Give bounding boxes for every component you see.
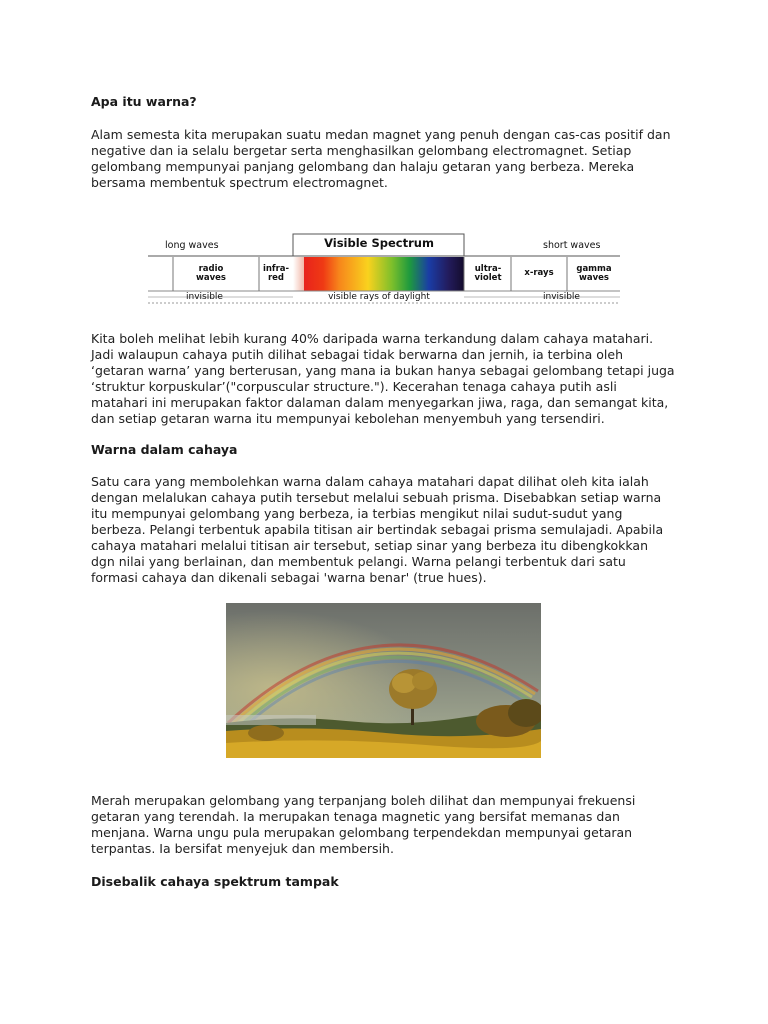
gamma-waves-label: [569, 265, 619, 283]
rainbow-photo: [226, 603, 541, 758]
rainbow-landscape-image: [226, 603, 541, 758]
text-line: berbeza. Pelangi terbentuk apabila titisan air bertindak sebagai prisma semulajadi. Apabila: [91, 522, 664, 537]
heading-disebalik-cahaya: Disebalik cahaya spektrum tampak: [91, 874, 339, 889]
text-line: matahari ini merupakan faktor dalaman dalam menyegarkan jiwa, raga, dan semangat kita,: [91, 395, 669, 410]
long-waves-label: long waves: [165, 240, 219, 251]
invisible-left-label: invisible: [186, 292, 223, 302]
ultraviolet-label: [466, 265, 510, 283]
text-line: ‘getaran warna’ yang berterusan, yang mana ia bukan hanya sebagai gelombang tetapi juga: [91, 363, 675, 378]
paragraph-prism: [91, 474, 681, 586]
visible-rays-label: visible rays of daylight: [328, 292, 430, 302]
text-line: Merah merupakan gelombang yang terpanjang boleh dilihat dan mempunyai frekuensi: [91, 793, 636, 808]
text-line: dan setiap getaran warna itu mempunyai kebolehan menyembuh yang tersendiri.: [91, 411, 605, 426]
text-line: Alam semesta kita merupakan suatu medan magnet yang penuh dengan cas-cas positif dan: [91, 127, 671, 142]
text-line: ‘struktur korpuskular’("corpuscular structure."). Kecerahan tenaga cahaya putih asli: [91, 379, 617, 394]
text-line: dengan melalukan cahaya putih tersebut melalui sebuah prisma. Disebabkan setiap warna: [91, 490, 662, 505]
paragraph-white-light: [91, 331, 681, 427]
text-line: Satu cara yang membolehkan warna dalam cahaya matahari dapat dilihat oleh kita ialah: [91, 474, 649, 489]
invisible-right-label: invisible: [543, 292, 580, 302]
text-line: menjana. Warna ungu pula merupakan gelombang terpendekdan mempunyai getaran: [91, 825, 633, 840]
visible-spectrum-title: Visible Spectrum: [324, 236, 434, 250]
text-line: cahaya matahari melalui titisan air tersebut, setiap sinar yang berbeza itu dibengkokkan: [91, 538, 648, 553]
infrared-fade: [293, 257, 304, 291]
paragraph-intro: [91, 127, 681, 191]
text-line: terpantas. Ia bersifat menyejuk dan membersih.: [91, 841, 394, 856]
text-line: Kita boleh melihat lebih kurang 40% daripada warna terkandung dalam cahaya matahari.: [91, 331, 654, 346]
electromagnetic-spectrum-diagram: [148, 233, 620, 307]
radio-line: radio: [198, 264, 224, 274]
paragraph-red-violet: [91, 793, 681, 857]
text-line: getaran yang terendah. Ia merupakan tenaga magnetic yang bersifat memanas dan: [91, 809, 620, 824]
ultra-line: ultra-: [474, 264, 502, 274]
visible-color-band: [304, 257, 464, 291]
text-line: gelombang mempunyai panjang gelombang dan halaju getaran yang berbeza. Mereka: [91, 159, 635, 174]
infra-line: infra-: [262, 264, 290, 274]
radio-waves-label: [186, 265, 236, 283]
red-line: red: [267, 273, 285, 283]
text-line: itu mempunyai gelombang yang berbeza, ia terbias mengikut nilai sudut-sudut yang: [91, 506, 623, 521]
heading-warna-dalam-cahaya: Warna dalam cahaya: [91, 442, 238, 457]
text-line: dgn nilai yang berlainan, dan membentuk pelangi. Warna pelangi terbentuk dari satu: [91, 554, 626, 569]
waves-line: waves: [579, 273, 609, 283]
short-waves-label: short waves: [543, 240, 601, 251]
text-line: bersama membentuk spectrum electromagnet.: [91, 175, 388, 190]
waves-line: waves: [196, 273, 226, 283]
heading-apa-itu-warna: Apa itu warna?: [91, 94, 197, 109]
text-line: formasi cahaya dan dikenali sebagai 'warna benar' (true hues).: [91, 570, 487, 585]
xrays-label: x-rays: [524, 268, 554, 278]
infrared-label: [261, 265, 291, 283]
text-line: Jadi walaupun cahaya putih dilihat sebagai tidak berwarna dan jernih, ia terbina oleh: [91, 347, 624, 362]
gamma-line: gamma: [576, 264, 612, 274]
violet-line: violet: [474, 273, 502, 283]
text-line: negative dan ia selalu bergetar serta menghasilkan gelombang electromagnet. Setiap: [91, 143, 632, 158]
